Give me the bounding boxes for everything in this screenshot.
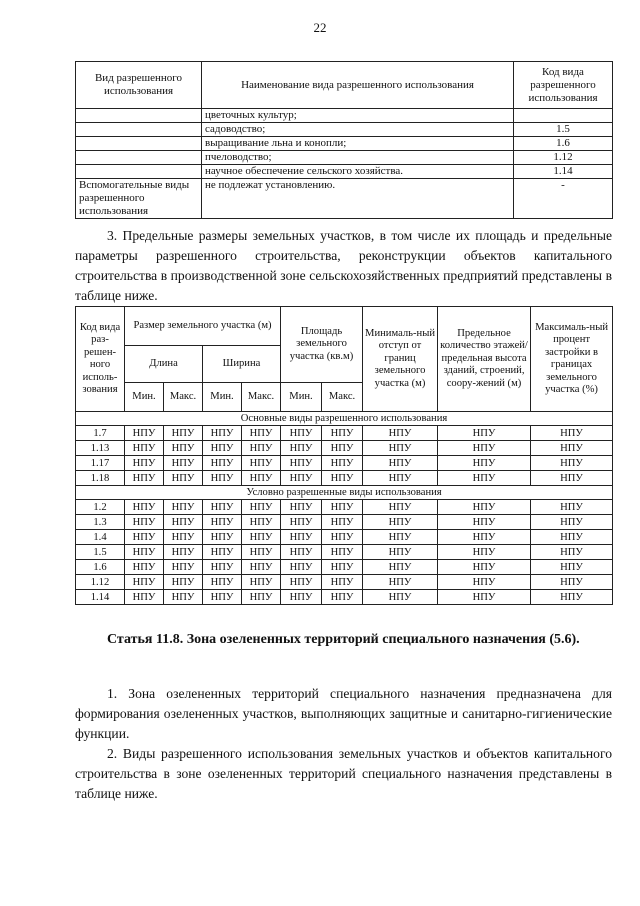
value-cell: НПУ <box>203 575 242 590</box>
value-cell: НПУ <box>125 575 164 590</box>
table-row <box>76 426 613 441</box>
table-row <box>76 456 613 471</box>
value-cell: НПУ <box>363 515 438 530</box>
value-cell: НПУ <box>242 441 281 456</box>
value-cell: НПУ <box>438 590 531 605</box>
value-cell: НПУ <box>363 590 438 605</box>
value-cell: НПУ <box>322 575 363 590</box>
value-cell: НПУ <box>125 560 164 575</box>
value-cell: НПУ <box>438 515 531 530</box>
value-cell: НПУ <box>164 456 203 471</box>
header-min: Мин. <box>281 383 322 412</box>
value-cell: НПУ <box>242 426 281 441</box>
value-cell: НПУ <box>125 441 164 456</box>
value-cell: НПУ <box>363 471 438 486</box>
value-cell: НПУ <box>363 560 438 575</box>
value-cell: НПУ <box>125 530 164 545</box>
value-cell: НПУ <box>531 456 613 471</box>
value-cell: НПУ <box>281 426 322 441</box>
value-cell: НПУ <box>203 456 242 471</box>
value-cell: НПУ <box>242 471 281 486</box>
use-name-cell: научное обеспечение сельского хозяйства. <box>202 165 514 179</box>
value-cell: НПУ <box>164 545 203 560</box>
value-cell: НПУ <box>531 515 613 530</box>
value-cell: НПУ <box>164 590 203 605</box>
code-cell: 1.2 <box>76 500 125 515</box>
header-use-type: Вид разрешенного использования <box>76 62 202 109</box>
header-max: Макс. <box>164 383 203 412</box>
use-code-cell: 1.14 <box>514 165 613 179</box>
permitted-use-table <box>75 61 613 219</box>
use-name-cell: цветочных культур; <box>202 109 514 123</box>
code-cell: 1.4 <box>76 530 125 545</box>
value-cell: НПУ <box>438 530 531 545</box>
value-cell: НПУ <box>281 500 322 515</box>
value-cell: НПУ <box>125 426 164 441</box>
code-cell: 1.3 <box>76 515 125 530</box>
header-area: Площадь земельного участка (кв.м) <box>281 307 363 383</box>
use-name-cell: выращивание льна и конопли; <box>202 137 514 151</box>
value-cell: НПУ <box>125 515 164 530</box>
value-cell: НПУ <box>531 441 613 456</box>
value-cell: НПУ <box>125 590 164 605</box>
value-cell: НПУ <box>438 426 531 441</box>
value-cell: НПУ <box>125 456 164 471</box>
paragraph-2: 2. Виды разрешенного использования земельных участков и объектов капитального строительства в зоне озелененных территорий специального назначения представлены в таблице ниже. <box>75 746 612 801</box>
value-cell: НПУ <box>363 426 438 441</box>
value-cell: НПУ <box>322 590 363 605</box>
table-row <box>76 590 613 605</box>
value-cell: НПУ <box>438 441 531 456</box>
use-type-cell: Вспомогательные виды разрешенного использования <box>76 179 202 219</box>
value-cell: НПУ <box>125 500 164 515</box>
table-row <box>76 123 613 137</box>
code-cell: 1.17 <box>76 456 125 471</box>
value-cell: НПУ <box>203 530 242 545</box>
table-row <box>76 137 613 151</box>
value-cell: НПУ <box>203 471 242 486</box>
header-size: Размер земельного участка (м) <box>125 307 281 346</box>
value-cell: НПУ <box>203 560 242 575</box>
value-cell: НПУ <box>438 456 531 471</box>
use-name-cell: не подлежат установлению. <box>202 179 514 219</box>
value-cell: НПУ <box>363 530 438 545</box>
value-cell: НПУ <box>203 545 242 560</box>
use-type-cell <box>76 123 202 137</box>
value-cell: НПУ <box>322 441 363 456</box>
use-code-cell: 1.6 <box>514 137 613 151</box>
value-cell: НПУ <box>281 590 322 605</box>
value-cell: НПУ <box>242 590 281 605</box>
value-cell: НПУ <box>164 471 203 486</box>
table-row <box>76 545 613 560</box>
value-cell: НПУ <box>322 530 363 545</box>
table-row <box>76 151 613 165</box>
value-cell: НПУ <box>242 500 281 515</box>
value-cell: НПУ <box>322 471 363 486</box>
table-row <box>76 530 613 545</box>
code-cell: 1.14 <box>76 590 125 605</box>
value-cell: НПУ <box>242 545 281 560</box>
code-cell: 1.6 <box>76 560 125 575</box>
value-cell: НПУ <box>203 590 242 605</box>
table-row <box>76 165 613 179</box>
page-number: 22 <box>313 20 327 35</box>
value-cell: НПУ <box>363 545 438 560</box>
use-code-cell: 1.5 <box>514 123 613 137</box>
value-cell: НПУ <box>281 530 322 545</box>
value-cell: НПУ <box>531 426 613 441</box>
value-cell: НПУ <box>164 500 203 515</box>
value-cell: НПУ <box>281 515 322 530</box>
article-heading: Статья 11.8. Зона озелененных территорий специального назначения (5.6). <box>107 632 580 647</box>
limits-table <box>75 306 613 605</box>
value-cell: НПУ <box>242 530 281 545</box>
header-max-percent: Максималь-ный процент застройки в границах земельного участка (%) <box>531 307 613 412</box>
header-min: Мин. <box>125 383 164 412</box>
header-max: Макс. <box>322 383 363 412</box>
value-cell: НПУ <box>203 426 242 441</box>
table-row <box>76 179 613 219</box>
value-cell: НПУ <box>281 545 322 560</box>
value-cell: НПУ <box>531 471 613 486</box>
value-cell: НПУ <box>438 560 531 575</box>
value-cell: НПУ <box>242 456 281 471</box>
value-cell: НПУ <box>531 545 613 560</box>
value-cell: НПУ <box>125 471 164 486</box>
value-cell: НПУ <box>322 515 363 530</box>
value-cell: НПУ <box>322 456 363 471</box>
value-cell: НПУ <box>125 545 164 560</box>
code-cell: 1.18 <box>76 471 125 486</box>
table-row <box>76 500 613 515</box>
table-row <box>76 515 613 530</box>
group-label: Основные виды разрешенного использования <box>76 412 613 426</box>
header-min: Мин. <box>203 383 242 412</box>
table-row <box>76 560 613 575</box>
paragraph-1: 1. Зона озелененных территорий специального назначения предназначена для формирования озелененных участков, выполняющих защитные и санитарно-гигиенические функции. <box>75 686 612 741</box>
value-cell: НПУ <box>363 575 438 590</box>
value-cell: НПУ <box>531 560 613 575</box>
paragraph-3: 3. Предельные размеры земельных участков, в том числе их площадь и предельные параметры разрешенного строительства, реконструкции объектов капитального строительства в производственной зоне сельскохозяйственных предприятий представлены в таблице ниже. <box>75 228 612 303</box>
value-cell: НПУ <box>531 530 613 545</box>
value-cell: НПУ <box>438 471 531 486</box>
value-cell: НПУ <box>203 441 242 456</box>
value-cell: НПУ <box>281 575 322 590</box>
value-cell: НПУ <box>164 560 203 575</box>
header-min-offset: Минималь-ный отступ от границ земельного участка (м) <box>363 307 438 412</box>
value-cell: НПУ <box>322 500 363 515</box>
header-max: Макс. <box>242 383 281 412</box>
header-width: Ширина <box>203 346 281 383</box>
value-cell: НПУ <box>531 500 613 515</box>
value-cell: НПУ <box>322 426 363 441</box>
header-max-floors: Предельное количество этажей/ предельная высота зданий, строений, соору-жений (м) <box>438 307 531 412</box>
use-name-cell: пчеловодство; <box>202 151 514 165</box>
use-type-cell <box>76 151 202 165</box>
value-cell: НПУ <box>531 590 613 605</box>
header-use-name: Наименование вида разрешенного использования <box>202 62 514 109</box>
table-header-row <box>76 307 613 346</box>
value-cell: НПУ <box>363 456 438 471</box>
use-code-cell <box>514 109 613 123</box>
code-cell: 1.12 <box>76 575 125 590</box>
use-type-cell <box>76 165 202 179</box>
code-cell: 1.7 <box>76 426 125 441</box>
value-cell: НПУ <box>281 441 322 456</box>
value-cell: НПУ <box>164 441 203 456</box>
value-cell: НПУ <box>203 500 242 515</box>
use-name-cell: садоводство; <box>202 123 514 137</box>
code-cell: 1.5 <box>76 545 125 560</box>
value-cell: НПУ <box>281 456 322 471</box>
value-cell: НПУ <box>242 575 281 590</box>
value-cell: НПУ <box>438 500 531 515</box>
code-cell: 1.13 <box>76 441 125 456</box>
value-cell: НПУ <box>242 560 281 575</box>
table-row <box>76 441 613 456</box>
value-cell: НПУ <box>281 471 322 486</box>
value-cell: НПУ <box>164 530 203 545</box>
table-header-row <box>76 62 613 109</box>
value-cell: НПУ <box>322 560 363 575</box>
table-row <box>76 575 613 590</box>
use-code-cell: - <box>514 179 613 219</box>
value-cell: НПУ <box>531 575 613 590</box>
value-cell: НПУ <box>438 545 531 560</box>
header-code: Код вида раз-решен-ного исполь-зования <box>76 307 125 412</box>
value-cell: НПУ <box>322 545 363 560</box>
header-use-code: Код вида разрешенного использования <box>514 62 613 109</box>
table-row <box>76 109 613 123</box>
group-label: Условно разрешенные виды использования <box>76 486 613 500</box>
group-row <box>76 486 613 500</box>
value-cell: НПУ <box>363 500 438 515</box>
use-code-cell: 1.12 <box>514 151 613 165</box>
value-cell: НПУ <box>164 575 203 590</box>
value-cell: НПУ <box>203 515 242 530</box>
section-paragraphs <box>75 684 612 804</box>
use-type-cell <box>76 137 202 151</box>
table-row <box>76 471 613 486</box>
value-cell: НПУ <box>242 515 281 530</box>
value-cell: НПУ <box>363 441 438 456</box>
value-cell: НПУ <box>281 560 322 575</box>
value-cell: НПУ <box>164 426 203 441</box>
value-cell: НПУ <box>438 575 531 590</box>
use-type-cell <box>76 109 202 123</box>
group-row <box>76 412 613 426</box>
value-cell: НПУ <box>164 515 203 530</box>
header-length: Длина <box>125 346 203 383</box>
